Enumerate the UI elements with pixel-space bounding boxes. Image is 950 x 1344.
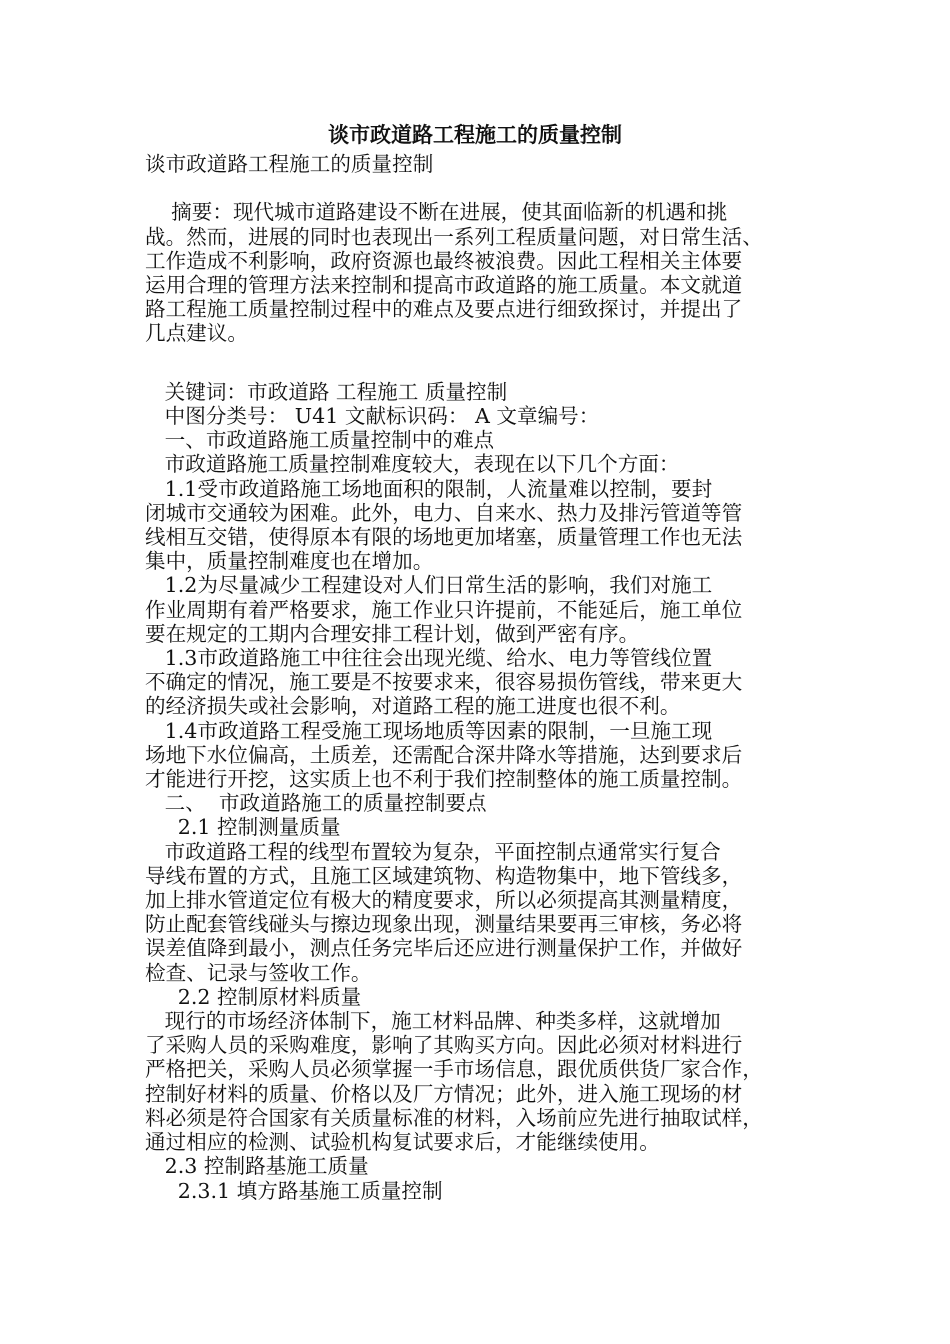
abstract-line: 路工程施工质量控制过程中的难点及要点进行细致探讨，并提出了	[145, 297, 743, 322]
body-section	[145, 428, 805, 1203]
body-line: 2.3.1 填方路基施工质量控制	[145, 1178, 443, 1203]
body-line: 2.3 控制路基施工质量	[145, 1154, 369, 1179]
body-line: 2.1 控制测量质量	[145, 815, 341, 840]
body-line: 料必须是符合国家有关质量标准的材料，入场前应先进行抽取试样，	[145, 1105, 763, 1130]
classification-line: 中图分类号： U41 文献标识码： A 文章编号：	[145, 404, 600, 428]
paragraph-gap-small	[145, 370, 805, 380]
body-line: 闭城市交通较为困难。此外，电力、自来水、热力及排污管道等管	[145, 500, 743, 525]
paragraph-gap	[145, 176, 805, 200]
body-line: 1.4市政道路工程受施工现场地质等因素的限制，一旦施工现	[145, 718, 713, 743]
document-subtitle: 谈市政道路工程施工的质量控制	[145, 152, 434, 176]
paragraph-gap	[145, 346, 805, 370]
abstract-line: 摘要：现代城市道路建设不断在进展，使其面临新的机遇和挑	[145, 200, 728, 225]
body-line: 才能进行开挖，这实质上也不利于我们控制整体的施工质量控制。	[145, 767, 743, 792]
abstract-line: 工作造成不利影响，政府资源也最终被浪费。因此工程相关主体要	[145, 248, 743, 273]
document-title: 谈市政道路工程施工的质量控制	[328, 122, 622, 147]
abstract-line: 运用合理的管理方法来控制和提高市政道路的施工质量。本文就道	[145, 273, 743, 297]
body-line: 市政道路工程的线型布置较为复杂，平面控制点通常实行复合	[145, 839, 721, 864]
body-line: 了采购人员的采购难度，影响了其购买方向。因此必须对材料进行	[145, 1033, 743, 1058]
body-line: 场地下水位偏高，土质差，还需配合深井降水等措施，达到要求后	[145, 742, 743, 767]
body-line: 误差值降到最小，测点任务完毕后还应进行测量保护工作，并做好	[145, 936, 743, 961]
body-line: 导线布置的方式，且施工区域建筑物、构造物集中，地下管线多，	[145, 863, 743, 888]
abstract-line: 几点建议。	[145, 321, 248, 346]
keywords-line: 关键词：市政道路 工程施工 质量控制	[145, 379, 508, 404]
body-line: 严格把关，采购人员必须掌握一手市场信息，跟优质供货厂家合作，	[145, 1057, 763, 1082]
body-line: 市政道路施工质量控制难度较大，表现在以下几个方面：	[145, 452, 680, 477]
body-line: 现行的市场经济体制下，施工材料品牌、种类多样，这就增加	[145, 1009, 721, 1034]
body-line: 集中，质量控制难度也在增加。	[145, 549, 434, 574]
body-line: 检查、记录与签收工作。	[145, 960, 372, 985]
body-line: 1.3市政道路施工中往往会出现光缆、给水、电力等管线位置	[145, 646, 713, 671]
abstract-line: 战。然而，进展的同时也表现出一系列工程质量问题，对日常生活、	[145, 224, 763, 249]
body-line: 要在规定的工期内合理安排工程计划，做到严密有序。	[145, 621, 640, 646]
body-line: 1.1受市政道路施工场地面积的限制，人流量难以控制，要封	[145, 476, 713, 501]
body-line: 不确定的情况，施工要是不按要求来，很容易损伤管线，带来更大	[145, 670, 743, 695]
body-line: 防止配套管线碰头与擦边现象出现，测量结果要再三审核，务必将	[145, 912, 743, 937]
document-page	[145, 118, 805, 1203]
body-line: 的经济损失或社会影响，对道路工程的施工进度也很不利。	[145, 694, 681, 719]
body-line: 1.2为尽量减少工程建设对人们日常生活的影响，我们对施工	[145, 573, 713, 598]
body-line: 一、市政道路施工质量控制中的难点	[145, 428, 495, 453]
body-line: 线相互交错，使得原本有限的场地更加堵塞，质量管理工作也无法	[145, 525, 743, 550]
abstract-section	[145, 200, 805, 345]
body-line: 2.2 控制原材料质量	[145, 984, 362, 1009]
body-line: 加上排水管道定位有极大的精度要求，所以必须提高其测量精度，	[145, 888, 743, 913]
body-line: 通过相应的检测、试验机构复试要求后，才能继续使用。	[145, 1130, 660, 1155]
body-line: 控制好材料的质量、价格以及厂方情况；此外，进入施工现场的材	[145, 1081, 743, 1106]
body-line: 二、 市政道路施工的质量控制要点	[145, 791, 487, 816]
body-line: 作业周期有着严格要求，施工作业只许提前，不能延后，施工单位	[145, 597, 743, 622]
